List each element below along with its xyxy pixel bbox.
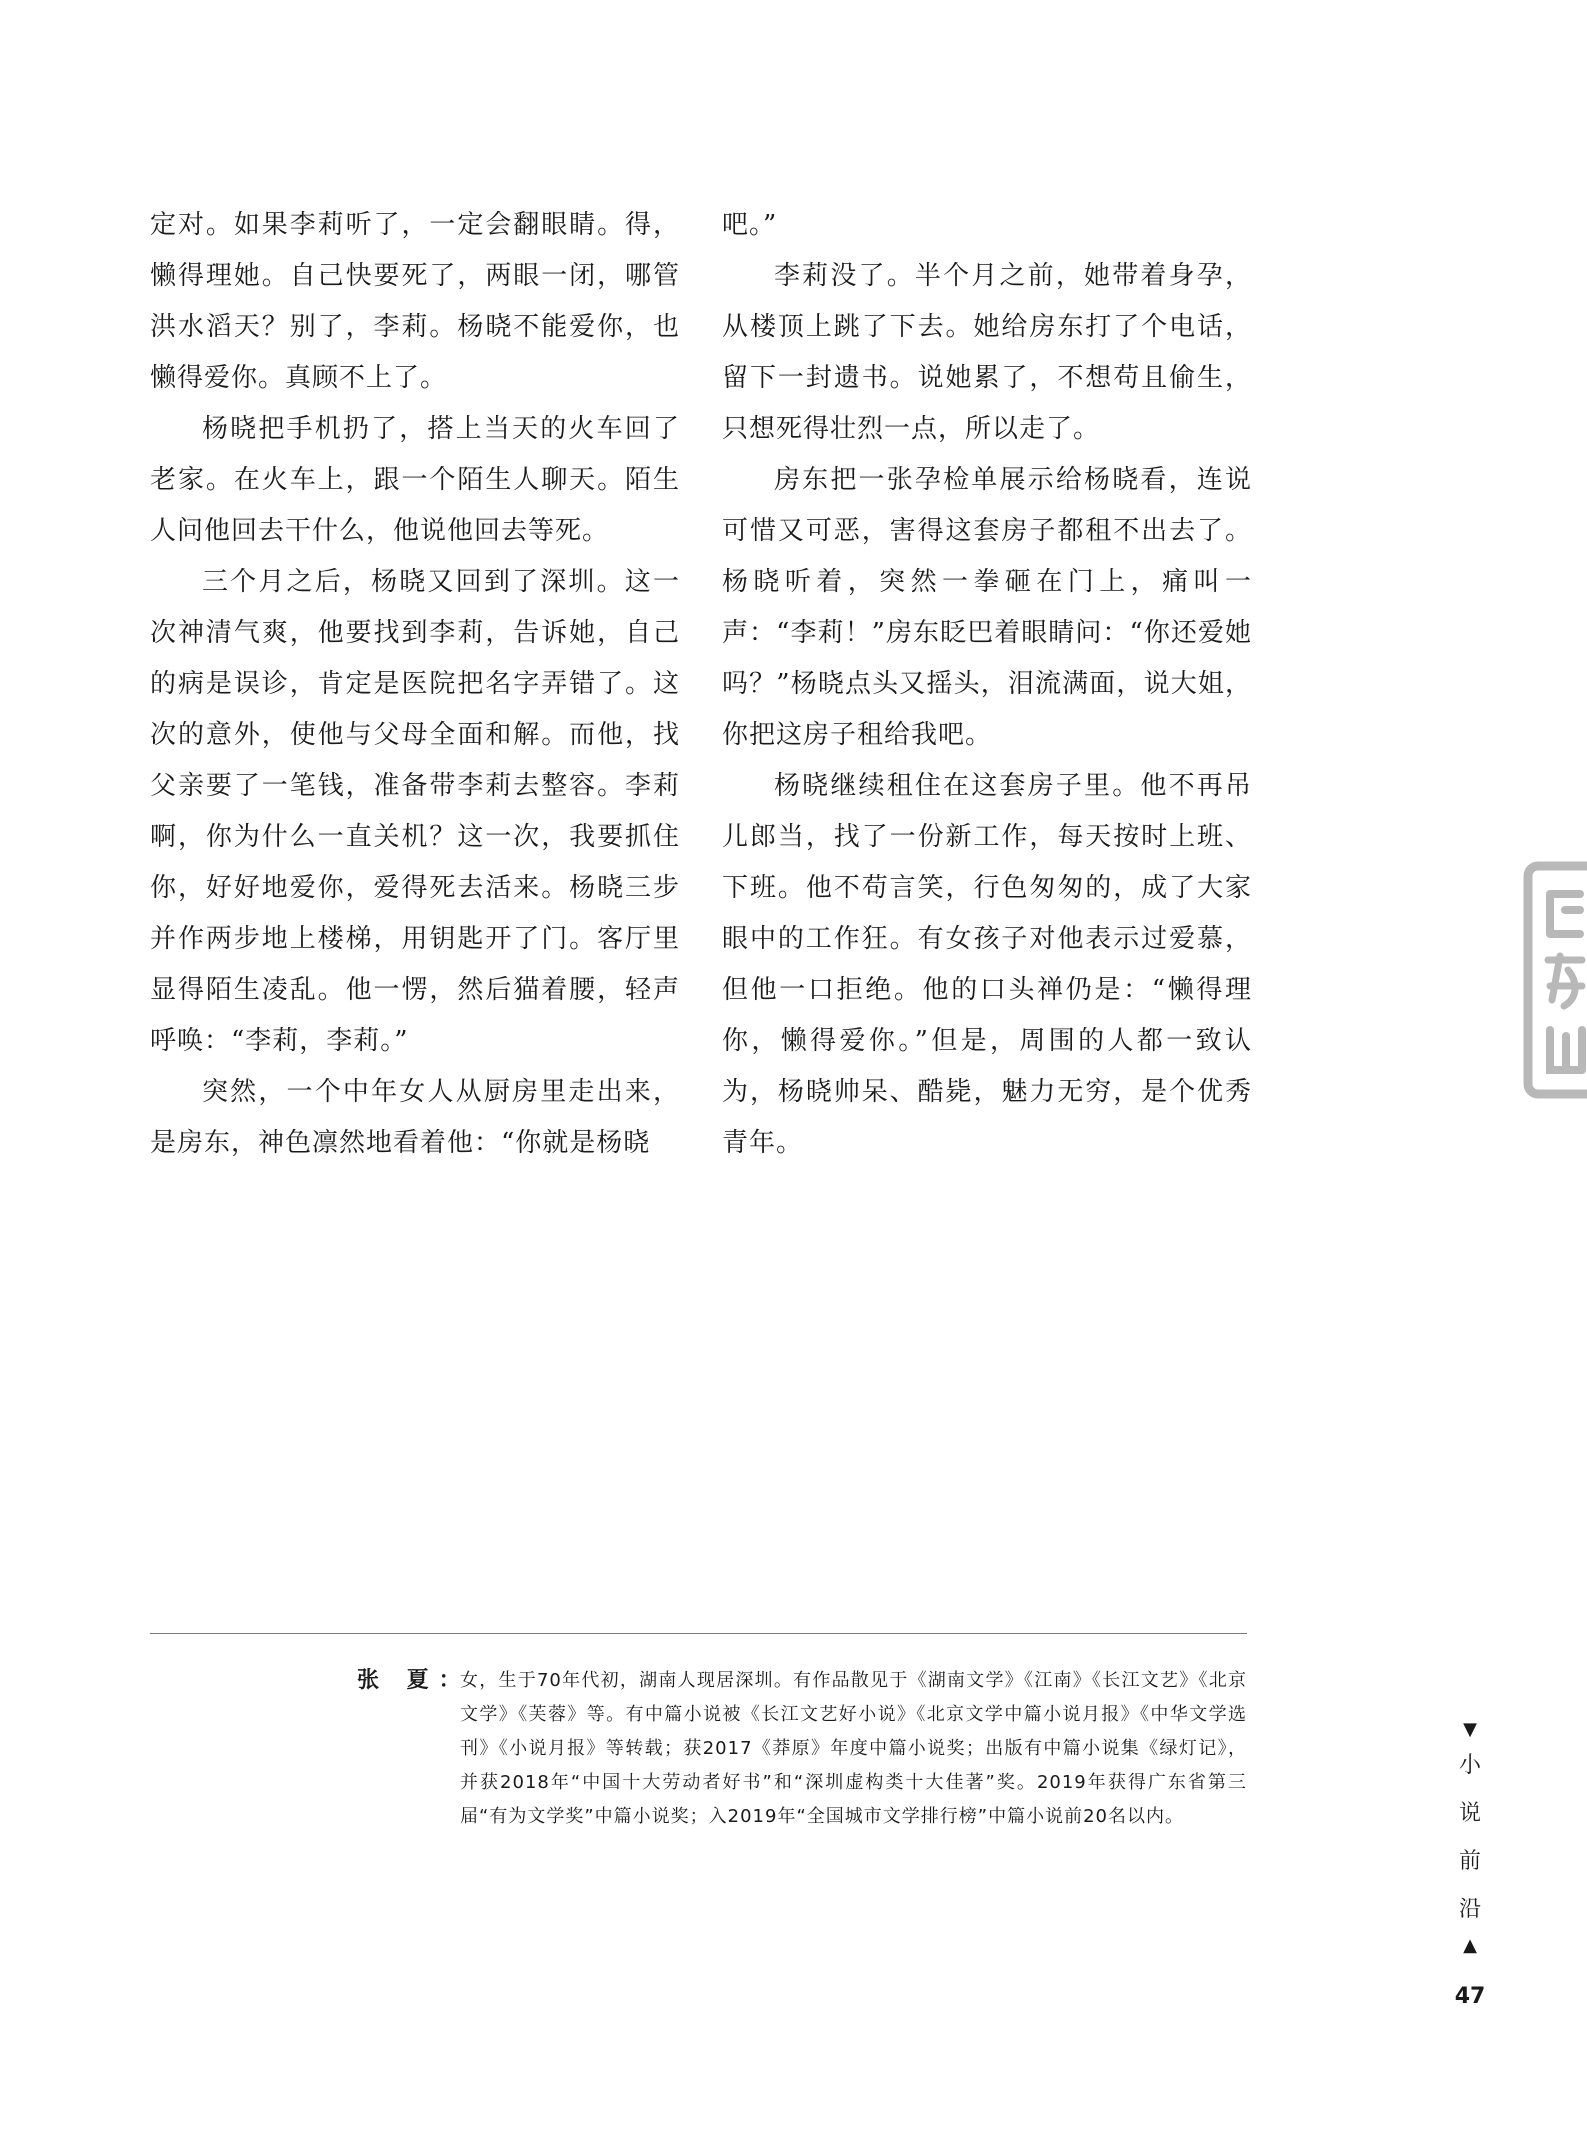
author-name: 张 夏：	[357, 1668, 471, 1693]
paragraph: 吧。”	[722, 210, 778, 240]
left-text-column	[150, 200, 680, 1169]
section-label-char: 小	[1458, 1753, 1481, 1778]
triangle-up-icon: ▲	[1463, 1935, 1477, 1956]
paragraph: 杨晓把手机扔了，搭上当天的火车回了老家。在火车上，跟一个陌生人聊天。陌生人问他回去干什么，他说他回去等死。	[150, 414, 680, 546]
paragraph: 房东把一张孕检单展示给杨晓看，连说可惜又可恶，害得这套房子都租不出去了。杨晓听着，突然一拳砸在门上，痛叫一声：“李莉！”房东眨巴着眼睛问：“你还爱她吗？”杨晓点头又摇头，泪流满面，说大姐，你把这房子租给我吧。	[722, 465, 1252, 750]
paragraph: 三个月之后，杨晓又回到了深圳。这一次神清气爽，他要找到李莉，告诉她，自己的病是误诊，肯定是医院把名字弄错了。这次的意外，使他与父母全面和解。而他，找父亲要了一笔钱，准备带李莉去整容。李莉啊，你为什么一直关机？这一次，我要抓住你，好好地爱你，爱得死去活来。杨晓三步并作两步地上楼梯，用钥匙开了门。客厅里显得陌生凌乱。他一愣，然后猫着腰，轻声呼唤：“李莉，李莉。”	[150, 567, 680, 1056]
paragraph: 杨晓继续租住在这套房子里。他不再吊儿郎当，找了一份新工作，每天按时上班、下班。他不苟言笑，行色匆匆的，成了大家眼中的工作狂。有女孩子对他表示过爱慕，但他一口拒绝。他的口头禅仍是：“懒得理你，懒得爱你。”但是，周围的人都一致认为，杨晓帅呆、酷毙，魅力无穷，是个优秀青年。	[722, 771, 1252, 1158]
paragraph: 定对。如果李莉听了，一定会翻眼睛。得，懒得理她。自己快要死了，两眼一闭，哪管洪水滔天？别了，李莉。杨晓不能爱你，也懒得爱你。真顾不上了。	[150, 210, 680, 393]
section-label-char: 沿	[1458, 1897, 1481, 1922]
bio-divider-line	[150, 1633, 1247, 1634]
paragraph: 突然，一个中年女人从厨房里走出来，是房东，神色凛然地看着他：“你就是杨晓	[150, 1077, 680, 1158]
page-number: 47	[1454, 1984, 1486, 2009]
section-label-char: 说	[1458, 1801, 1481, 1826]
seal-stamp-decoration	[1520, 860, 1587, 1100]
author-bio: 女，生于70年代初，湖南人现居深圳。有作品散见于《湖南文学》《江南》《长江文艺》《北京文学》《芙蓉》等。有中篇小说被《长江文艺好小说》《北京文学中篇小说月报》《中华文学选刊》《小说月报》等转载；获2017《莽原》年度中篇小说奖；出版有中篇小说集《绿灯记》，并获2018年“中国十大劳动者好书”和“深圳虚构类十大佳著”奖。2019年获得广东省第三届“有为文学奖”中篇小说奖；入2019年“全国城市文学排行榜”中篇小说前20名以内。	[460, 1670, 1247, 1827]
section-label-char: 前	[1458, 1849, 1481, 1874]
paragraph: 李莉没了。半个月之前，她带着身孕，从楼顶上跳了下去。她给房东打了个电话，留下一封遗书。说她累了，不想苟且偷生，只想死得壮烈一点，所以走了。	[722, 261, 1252, 444]
triangle-down-icon: ▼	[1463, 1719, 1477, 1740]
right-text-column	[722, 200, 1252, 1169]
section-label	[1450, 1718, 1490, 1958]
